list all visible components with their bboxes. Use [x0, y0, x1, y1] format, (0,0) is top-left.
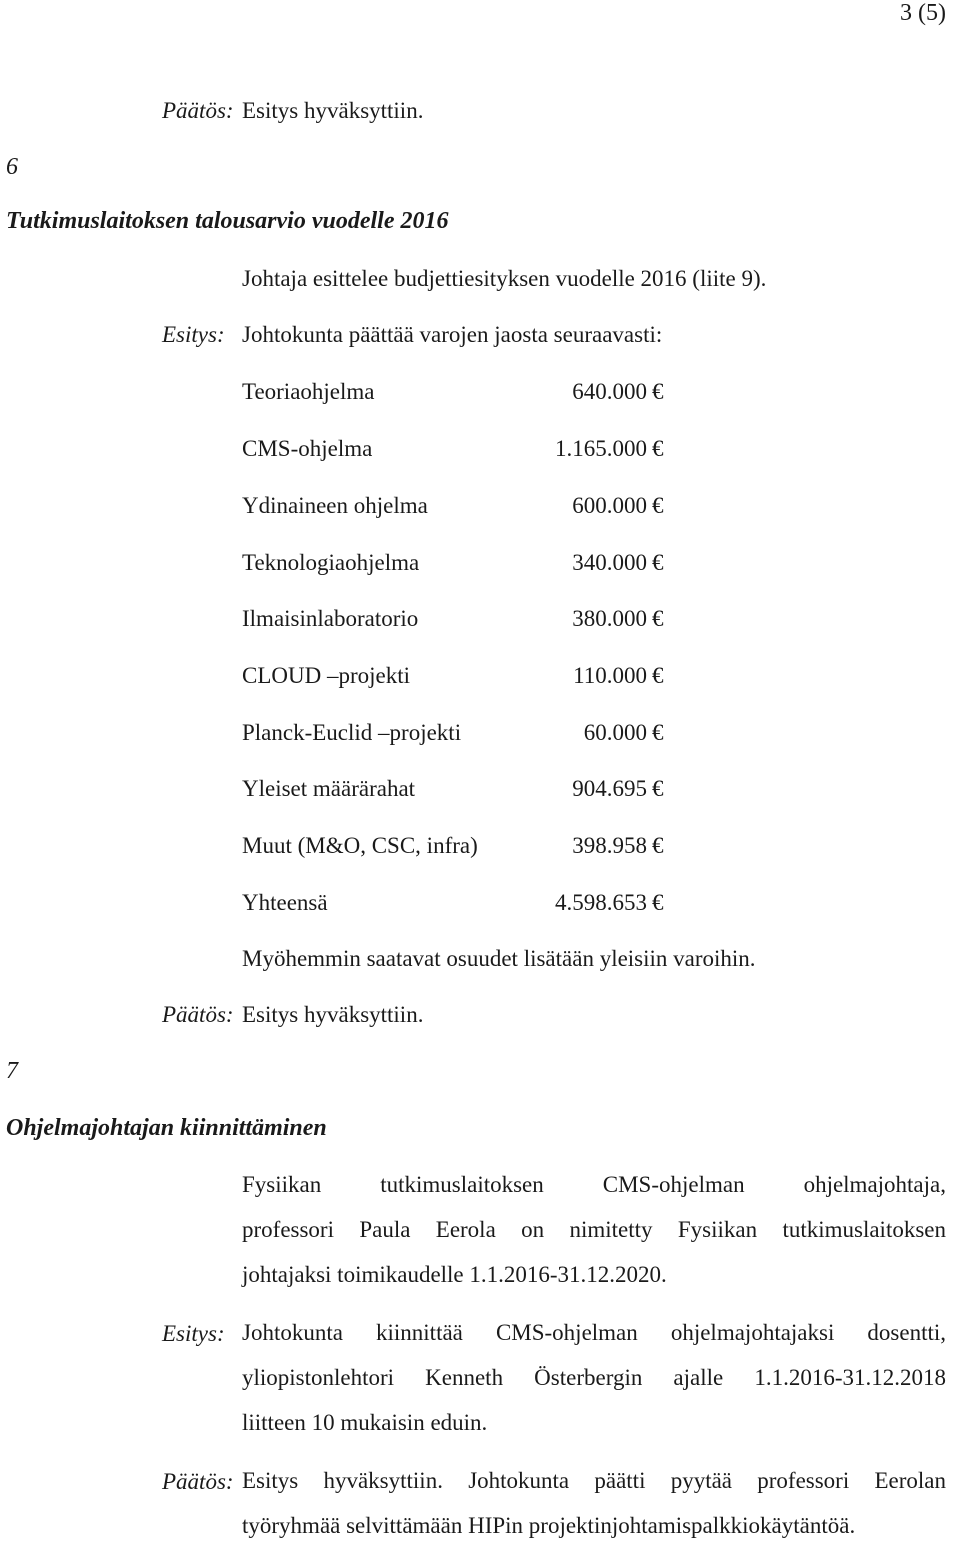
budget-item-name: Ydinaineen ohjelma [242, 493, 428, 518]
decision-paragraph [242, 1458, 946, 1548]
budget-item-amount: 340.000 [572, 550, 647, 575]
budget-item-amount: 640.000 [572, 379, 647, 404]
paragraph-line: johtajaksi toimikaudelle 1.1.2016-31.12.2020. [242, 1262, 667, 1287]
budget-item-amount: 110.000 [573, 663, 647, 688]
budget-item-name: Yhteensä [242, 890, 328, 915]
paragraph-line: Fysiikan tutkimuslaitoksen CMS-ohjelman ohjelmajohtaja, [242, 1172, 946, 1197]
budget-item-amount: 600.000 [572, 493, 647, 518]
currency-symbol: € [652, 550, 664, 575]
currency-symbol: € [652, 663, 664, 688]
currency-symbol: € [652, 776, 664, 801]
decision-label: Päätös: [162, 98, 234, 123]
currency-symbol: € [652, 833, 664, 858]
proposal-label: Esitys: [162, 322, 225, 347]
section-number: 7 [6, 1058, 18, 1084]
currency-symbol: € [652, 379, 664, 404]
budget-item-amount: 380.000 [572, 606, 647, 631]
budget-item-name: CMS-ohjelma [242, 436, 373, 461]
page-number: 3 (5) [900, 0, 946, 26]
currency-symbol: € [652, 720, 664, 745]
currency-symbol: € [652, 606, 664, 631]
budget-item-name: Teoriaohjelma [242, 379, 375, 404]
paragraph-line: yliopistonlehtori Kenneth Österbergin ajalle 1.1.2016-31.12.2018 [242, 1365, 946, 1390]
budget-item-name: Muut (M&O, CSC, infra) [242, 833, 478, 858]
currency-symbol: € [652, 493, 664, 518]
intro-paragraph [242, 1162, 946, 1297]
currency-symbol: € [652, 890, 664, 915]
budget-item-amount: 60.000 [583, 720, 647, 745]
paragraph-line: Johtokunta kiinnittää CMS-ohjelman ohjelmajohtajaksi dosentti, [242, 1320, 946, 1345]
decision-text: Esitys hyväksyttiin. [242, 98, 424, 123]
budget-item-name: Yleiset määrärahat [242, 776, 416, 801]
section-title: Tutkimuslaitoksen talousarvio vuodelle 2016 [6, 208, 449, 234]
paragraph-line: liitteen 10 mukaisin eduin. [242, 1410, 488, 1435]
proposal-text: Johtokunta päättää varojen jaosta seuraavasti: [242, 322, 663, 347]
currency-symbol: € [652, 436, 664, 461]
decision-text: Esitys hyväksyttiin. [242, 1002, 424, 1027]
section-number: 6 [6, 154, 18, 180]
decision-label: Päätös: [162, 1469, 234, 1494]
budget-item-amount: 904.695 [572, 776, 647, 801]
budget-item-name: Ilmaisinlaboratorio [242, 606, 419, 631]
note-text: Myöhemmin saatavat osuudet lisätään yleisiin varoihin. [242, 946, 756, 971]
budget-item-amount: 4.598.653 [555, 890, 647, 915]
proposal-paragraph [242, 1310, 946, 1445]
paragraph-line: työryhmää selvittämään HIPin projektinjohtamispalkkiokäytäntöä. [242, 1513, 856, 1538]
budget-item-name: Planck-Euclid –projekti [242, 720, 462, 745]
budget-item-amount: 1.165.000 [555, 436, 647, 461]
proposal-label: Esitys: [162, 1321, 225, 1346]
paragraph-line: Esitys hyväksyttiin. Johtokunta päätti pyytää professori Eerolan [242, 1468, 946, 1493]
budget-item-name: Teknologiaohjelma [242, 550, 420, 575]
budget-item-amount: 398.958 [572, 833, 647, 858]
intro-text: Johtaja esittelee budjettiesityksen vuodelle 2016 (liite 9). [242, 266, 767, 291]
budget-item-name: CLOUD –projekti [242, 663, 411, 688]
decision-label: Päätös: [162, 1002, 234, 1027]
paragraph-line: professori Paula Eerola on nimitetty Fysiikan tutkimuslaitoksen [242, 1217, 946, 1242]
section-title: Ohjelmajohtajan kiinnittäminen [6, 1115, 327, 1141]
